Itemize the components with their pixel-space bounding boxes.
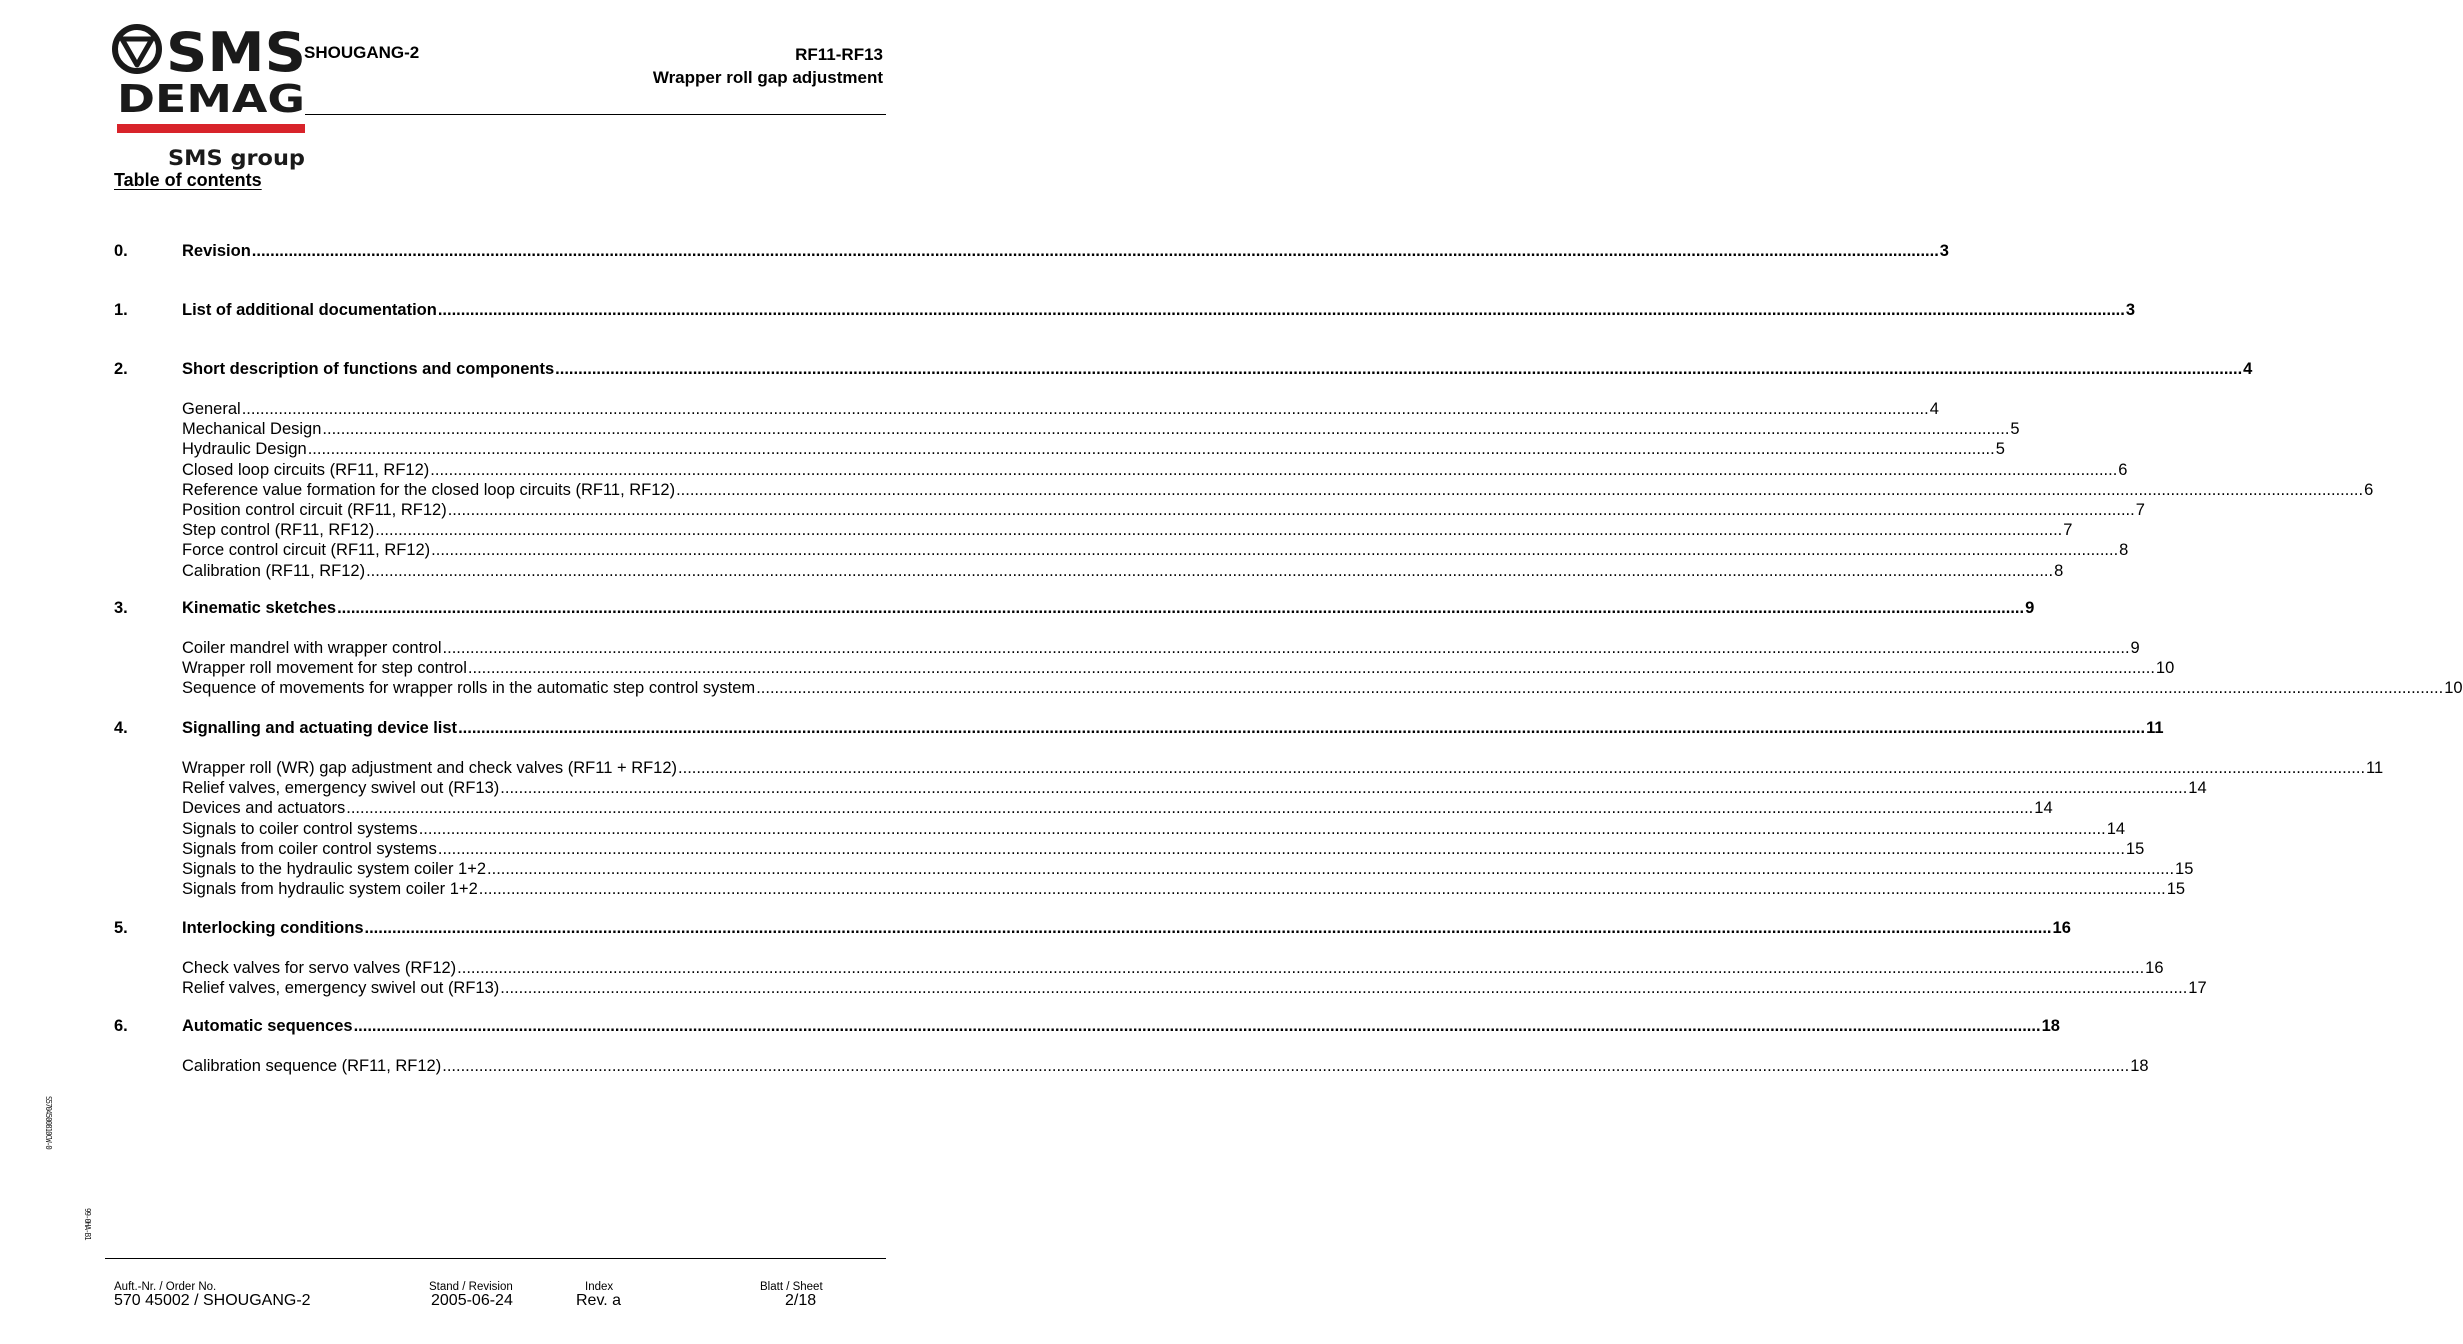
toc-section-number: 4. [114,719,128,737]
header-doc-info [653,43,883,89]
toc-page-number: 11 [2146,719,2164,737]
toc-page-number: 9 [2025,599,2035,617]
toc-leader [375,521,2062,540]
toc-page-number: 5 [1995,440,2005,459]
toc-page-number: 15 [2125,839,2145,858]
footer-index-value: Rev. a [576,1292,622,1309]
toc-subsection-title: Signals to coiler control systems [182,819,418,838]
header-doc-code: RF11-RF13 [795,45,883,64]
toc-subsection-row[interactable] [182,500,2145,521]
toc-subsection-title: Devices and actuators [182,799,346,818]
toc-leader [676,481,2363,500]
svg-text:SMS: SMS [166,21,306,84]
toc-page-number: 7 [2063,521,2073,540]
toc-subsection-row[interactable] [182,541,2129,561]
toc-section-number: 0. [114,242,128,260]
toc-subsection-title: Signals from coiler control systems [182,839,437,858]
toc-leader [366,562,2053,581]
toc-section-title: Signalling and actuating device list [182,719,458,737]
toc-leader [242,400,1929,419]
toc-subsection-row[interactable] [182,639,2140,659]
toc-section-number: 6. [114,1017,128,1035]
toc-page-number: 14 [2188,779,2207,798]
toc-subsection-title: Relief valves, emergency swivel out (RF13) [182,779,500,798]
margin-revision-code: 99-0HA-B1 [83,1208,92,1240]
toc-leader [365,919,2052,938]
toc-section [114,242,1949,301]
toc-leader [442,1057,2129,1076]
table-of-contents [114,242,2463,1077]
footer-revision-value: 2005-06-24 [431,1292,513,1309]
toc-subsection-row[interactable] [182,839,2145,860]
toc-subsection-row[interactable] [182,759,2384,779]
toc-subsection-title: Calibration (RF11, RF12) [182,561,366,580]
toc-subsection-row[interactable] [182,420,2020,440]
toc-section [114,360,2374,599]
toc-section-number: 2. [114,360,128,378]
toc-section-row[interactable] [114,360,2253,380]
toc-page-number: 15 [2175,859,2194,878]
toc-subsection-list [182,759,2384,900]
toc-subsection-list [182,639,2463,700]
toc-subsection-row[interactable] [182,400,1939,420]
toc-leader [346,799,2033,818]
toc-page-number: 11 [2366,759,2384,777]
toc-subsection-title: Wrapper roll (WR) gap adjustment and check valves (RF11 + RF12) [182,759,678,777]
toc-subsection-row[interactable] [182,561,2064,582]
toc-leader [457,959,2144,978]
toc-subsection-row[interactable] [182,959,2164,979]
toc-subsection-title: Force control circuit (RF11, RF12) [182,541,431,560]
toc-page-number: 4 [1929,400,1939,418]
toc-leader [337,599,2024,618]
toc-page-number: 7 [2135,500,2145,519]
toc-leader [308,440,1995,459]
toc-leader [500,979,2187,998]
toc-leader [322,420,2009,439]
toc-leader [468,659,2155,678]
toc-leader [756,679,2443,698]
toc-subsection-title: Mechanical Design [182,420,322,439]
toc-section-number: 1. [114,301,128,319]
toc-page-number: 3 [1939,242,1949,260]
toc-page-number: 3 [2125,301,2136,319]
toc-subsection-title: Coiler mandrel with wrapper control [182,639,442,657]
toc-subsection-row[interactable] [182,779,2207,799]
toc-leader [419,820,2106,839]
company-logo [110,22,310,170]
toc-subsection-title: Signals from hydraulic system coiler 1+2 [182,880,478,899]
toc-section [114,919,2207,1017]
toc-subsection-list [182,959,2207,999]
toc-section-number: 5. [114,919,128,937]
toc-page-number: 6 [2364,480,2374,499]
toc-section-title: List of additional documentation [182,301,437,319]
toc-subsection-title: Reference value formation for the closed loop circuits (RF11, RF12) [182,480,676,499]
margin-file-code: S5704500810CW-0 [44,1096,53,1149]
toc-subsection-row[interactable] [182,979,2207,999]
toc-leader [438,301,2125,320]
toc-page-number: 8 [2119,541,2129,560]
toc-leader [443,639,2130,658]
toc-subsection-list [182,1057,2149,1077]
header-doc-title: Wrapper roll gap adjustment [652,68,883,87]
toc-subsection-title: General [182,400,241,418]
svg-text:SMS group: SMS group [168,146,305,170]
toc-leader [479,880,2166,899]
toc-subsection-title: Signals to the hydraulic system coiler 1+2 [182,859,487,878]
toc-leader [678,759,2365,778]
toc-section-row[interactable] [114,719,2164,739]
toc-section-row[interactable] [114,242,1949,262]
toc-leader [431,541,2118,560]
toc-subsection-row[interactable] [182,440,2005,460]
toc-section-title: Kinematic sketches [182,599,337,617]
toc-leader [438,840,2125,859]
toc-subsection-row[interactable] [182,819,2126,840]
header-divider [305,114,886,115]
toc-subsection-row[interactable] [182,880,2186,900]
toc-subsection-row[interactable] [182,480,2374,501]
footer-index-label: Index [585,1281,614,1293]
toc-leader [458,719,2145,738]
toc-section-row[interactable] [114,599,2035,619]
footer-divider [105,1258,886,1259]
toc-section-row[interactable] [114,301,2136,321]
toc-page-number: 8 [2054,561,2064,580]
toc-leader [354,1017,2041,1036]
toc-subsection-title: Hydraulic Design [182,440,307,459]
toc-leader [430,461,2117,480]
toc-section [114,719,2384,919]
header-project: SHOUGANG-2 [304,43,420,62]
toc-heading: Table of contents [114,170,262,190]
toc-leader [500,779,2187,798]
toc-section-title: Interlocking conditions [182,919,364,937]
toc-subsection-row[interactable] [182,460,2128,481]
toc-subsection-title: Check valves for servo valves (RF12) [182,959,457,977]
toc-subsection-title: Position control circuit (RF11, RF12) [182,500,447,519]
toc-section-number: 3. [114,599,128,617]
toc-page-number: 10 [2155,659,2175,678]
toc-subsection-title: Wrapper roll movement for step control [182,659,467,678]
toc-section-title: Short description of functions and components [182,360,555,378]
toc-subsection-row[interactable] [182,1057,2149,1077]
toc-section [114,599,2463,719]
toc-page-number: 5 [2010,420,2020,439]
toc-page-number: 10 [2444,679,2463,698]
toc-section-title: Automatic sequences [182,1017,353,1035]
toc-section [114,301,2136,360]
toc-section [114,1017,2149,1077]
toc-section-row[interactable] [114,1017,2060,1037]
toc-subsection-title: Relief valves, emergency swivel out (RF13) [182,979,500,998]
toc-page-number: 18 [2041,1017,2060,1035]
toc-subsection-row[interactable] [182,859,2194,880]
toc-subsection-title: Step control (RF11, RF12) [182,521,375,540]
toc-page-number: 15 [2166,880,2186,899]
footer-order-label: Auft.-Nr. / Order No. [114,1281,217,1293]
toc-page-number: 17 [2188,979,2207,998]
footer-revision-label: Stand / Revision [429,1281,513,1293]
toc-subsection-title: Closed loop circuits (RF11, RF12) [182,460,430,479]
sms-demag-logo-icon [110,22,310,170]
toc-subsection-row[interactable] [182,521,2073,541]
toc-page-number: 18 [2130,1057,2149,1075]
svg-text:DEMAG: DEMAG [117,77,305,121]
footer-sheet-value: 2/18 [785,1292,817,1309]
toc-page-number: 6 [2118,460,2128,479]
toc-page-number: 4 [2243,360,2253,378]
toc-subsection-row[interactable] [182,799,2053,819]
toc-page-number: 14 [2034,799,2053,818]
toc-section-row[interactable] [114,919,2071,939]
toc-subsection-list [182,400,2374,582]
footer-order-value: 570 45002 / SHOUGANG-2 [114,1292,311,1309]
toc-page-number: 14 [2106,819,2126,838]
toc-leader [555,360,2242,379]
toc-leader [448,501,2135,520]
toc-section-title: Revision [182,242,251,260]
toc-leader [487,860,2174,879]
toc-page-number: 16 [2052,919,2071,937]
toc-page-number: 16 [2145,959,2164,977]
toc-subsection-title: Calibration sequence (RF11, RF12) [182,1057,442,1075]
toc-subsection-row[interactable] [182,679,2463,699]
toc-subsection-row[interactable] [182,659,2175,679]
toc-leader [252,242,1939,261]
toc-page-number: 9 [2130,639,2140,657]
toc-subsection-title: Sequence of movements for wrapper rolls in the automatic step control system [182,679,756,698]
footer-sheet-label: Blatt / Sheet [760,1281,823,1293]
